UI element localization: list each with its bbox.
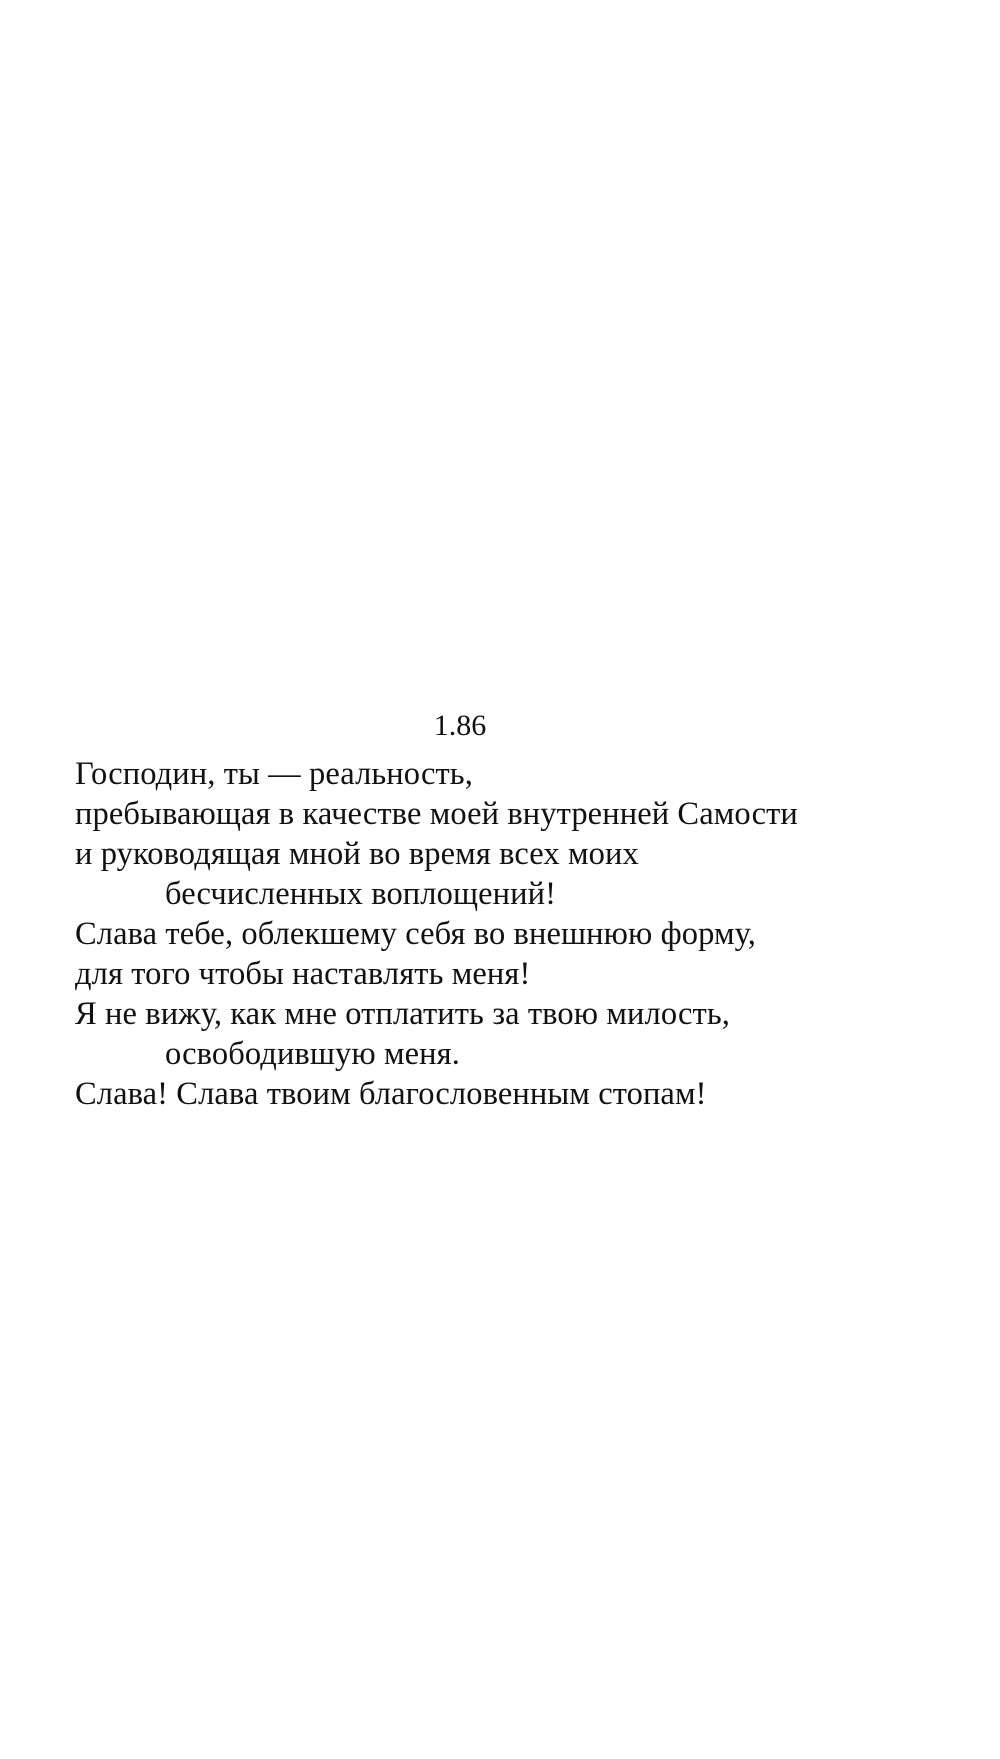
verse-line: пребывающая в качестве моей внутренней Самости <box>75 796 798 832</box>
verse-line: Господин, ты — реальность, <box>75 756 473 792</box>
verse-line: Слава! Слава твоим благословенным стопам! <box>75 1076 707 1112</box>
verse-line: Я не вижу, как мне отплатить за твою милость, <box>75 996 730 1032</box>
verse-line: и руководящая мной во время всех моих <box>75 836 639 872</box>
verse-line: для того чтобы наставлять меня! <box>75 956 531 992</box>
section-number-1-86: 1.86 <box>433 709 487 742</box>
verse-line: освободившую меня. <box>165 1036 460 1072</box>
verse-line: Слава тебе, облекшему себя во внешнюю форму, <box>75 916 756 952</box>
verse-line: бесчисленных воплощений! <box>165 876 557 912</box>
